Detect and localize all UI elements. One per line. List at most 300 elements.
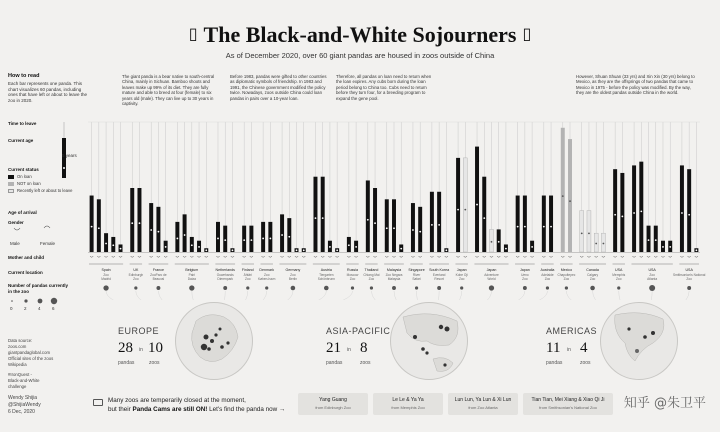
gender-mark: [595, 256, 598, 257]
note-4: However, Shuan Shuan (33 yrs) and Xin Xin (30 yrs) belong to Mexico, as they are the offsprings of two pandas that came to Mexico in 1975 - before the policy was modified. By the way, they are the oldest pandas outside China in the world.: [576, 74, 695, 96]
panda-bar: [366, 180, 370, 252]
gender-mark: [150, 256, 153, 257]
panda-bar: [482, 177, 486, 252]
location-country: France: [152, 268, 165, 272]
panda-cam-edinburgh[interactable]: [298, 393, 368, 415]
location-zoo: Schönbrunn: [317, 277, 335, 281]
gender-mark: [568, 256, 571, 257]
gender-mark: [632, 256, 635, 257]
panda-bar: [149, 203, 153, 252]
gender-mark: [669, 256, 672, 257]
panda-cam-memphis[interactable]: [373, 393, 443, 415]
arrival-dot: [348, 244, 350, 246]
title-text: The Black-and-White Sojourners: [203, 22, 517, 47]
map-americas: [601, 303, 678, 380]
gender-mark: [688, 256, 691, 257]
subtitle: As of December 2020, over 60 giant pandas are housed in zoos outside of China: [225, 51, 495, 60]
panda-bar: [411, 203, 415, 252]
arrival-dot: [695, 249, 697, 251]
gender-mark: [490, 256, 493, 257]
source-line-3: Official sites of the zoos: [8, 356, 54, 361]
globe-americas: [600, 302, 678, 380]
region-connector: [214, 291, 326, 300]
map-europe: [176, 303, 253, 380]
gender-mark: [621, 256, 624, 257]
panda-bar: [321, 177, 325, 252]
arrival-dot: [681, 212, 683, 214]
count-dot: [351, 286, 354, 289]
location-zoo: Ouwehands: [216, 273, 234, 277]
label-female: Female: [40, 241, 56, 246]
arrival-dot: [412, 229, 414, 231]
gender-mark: [280, 256, 283, 257]
arrival-dot: [464, 209, 466, 211]
gender-mark: [430, 256, 433, 257]
arrival-dot: [184, 234, 186, 236]
arrival-dot: [603, 243, 605, 245]
location-country: Canada: [586, 268, 599, 272]
arrival-dot: [98, 227, 100, 229]
location-zoo: Zoo: [522, 277, 528, 281]
arrival-dot: [315, 217, 317, 219]
arrival-dot: [262, 238, 264, 240]
region-asia-pandas: 21: [326, 340, 341, 356]
panda-bar: [654, 226, 658, 252]
location-country: Japan: [519, 268, 530, 272]
count-dot: [156, 286, 160, 290]
location-country: Netherlands: [215, 268, 235, 272]
panda-bar: [587, 211, 591, 252]
arrival-dot: [457, 209, 459, 211]
panda-bar: [561, 128, 565, 252]
panda-bar: [287, 218, 291, 252]
gender-mark: [197, 256, 200, 257]
region-connector: [619, 291, 639, 300]
panda-bar: [430, 192, 434, 252]
region-connector: [566, 291, 639, 300]
arrival-dot: [355, 246, 357, 248]
panda-bar: [183, 214, 187, 252]
arrival-dot: [224, 239, 226, 241]
gender-mark: [262, 256, 265, 257]
location-country: South Korea: [429, 268, 450, 272]
location-zoo: World: [487, 277, 496, 281]
tag-line-1: #IronQuest -: [8, 372, 32, 377]
location-zoo: Madrid: [101, 277, 111, 281]
arrival-dot: [648, 239, 650, 241]
panda-bar: [516, 196, 520, 252]
count-dot: [392, 286, 396, 290]
cam-from: from Zoo Atlanta: [468, 405, 498, 410]
arrival-dot: [198, 246, 200, 248]
region-europe-pandas-unit: pandas: [118, 360, 135, 366]
author-name: Wendy Shijia: [8, 395, 38, 401]
location-zoo: Zoo: [263, 273, 270, 277]
legend-not-on-loan-text: NOT on loan: [17, 181, 41, 186]
panda-bar: [373, 188, 377, 252]
location-zoo: Calgary: [587, 273, 599, 277]
region-connector: [429, 291, 547, 300]
panda-bar: [613, 169, 617, 252]
location-zoo: Zoo: [458, 277, 465, 281]
location-country: Austria: [320, 268, 332, 272]
note-2: Before 1983, pandas were gifted to other countries as diplomatic symbols of friendship. In 1983 and 1991, the Chinese government modified the policy twice. Nowadays, zoos outside China could loan pandas in pairs over a 10-year loan.: [230, 74, 327, 101]
location-zoo: Zoo: [349, 277, 356, 281]
location-zoo: Berlin: [288, 277, 297, 281]
gender-mark: [523, 256, 526, 257]
location-zoo: Adventure: [484, 273, 499, 277]
region-connector: [214, 291, 352, 300]
location-country: UK: [133, 268, 139, 272]
gender-mark: [419, 256, 422, 257]
count-dot: [523, 286, 527, 290]
location-country: Germany: [285, 268, 301, 272]
panda-bar: [216, 222, 220, 252]
arrival-dot: [105, 243, 107, 245]
how-to-read-body: Each bar represents one panda. This chart visualizes 60 pandas, including ones that have left or about to leave the zoo in 2020.: [8, 81, 88, 103]
location-zoo: Kobe Oji: [455, 273, 468, 277]
location-zoo: Zoo: [133, 277, 139, 281]
panda-bar: [639, 162, 643, 252]
location-country: Russia: [346, 268, 358, 272]
gender-mark: [336, 256, 339, 257]
panda-bar: [497, 229, 501, 252]
panda-bar: [392, 199, 396, 252]
location-country: Australia: [540, 268, 555, 272]
location-zoo: Dierenpark: [217, 277, 234, 281]
gender-mark: [695, 256, 698, 257]
count-dot: [687, 286, 691, 290]
count-dot: [291, 286, 296, 291]
label-current-status: Current status: [8, 167, 39, 172]
how-to-read-heading: How to read: [8, 73, 40, 79]
location-zoo: Atlanta: [647, 277, 658, 281]
panda-bar: [549, 196, 553, 252]
gender-mark: [97, 256, 100, 257]
gender-mark: [302, 256, 305, 257]
arrival-dot: [517, 226, 519, 228]
count-dot: [324, 286, 329, 291]
source-line-1: zoos.com: [8, 344, 27, 349]
location-zoo: Daiza: [187, 277, 196, 281]
panda-cam-smithsonian[interactable]: [523, 393, 613, 415]
gender-mark: [438, 256, 441, 257]
arrival-dot: [581, 232, 583, 234]
arrival-dot: [205, 249, 207, 251]
gender-mark: [354, 256, 357, 257]
gender-mark: [347, 256, 350, 257]
region-europe-zoos: 10: [148, 340, 163, 356]
region-americas-zoos-unit: zoos: [580, 360, 591, 366]
location-zoo: Zoo: [368, 277, 375, 281]
arrival-dot: [588, 232, 590, 234]
source-line-4: Wikipedia: [8, 362, 27, 367]
count-dot: [489, 285, 494, 290]
map-asia: [391, 303, 468, 380]
arrival-dot: [445, 249, 447, 251]
panda-bar: [104, 233, 108, 252]
location-country: Mexico: [560, 268, 573, 272]
region-connector: [429, 291, 439, 300]
label-mother-child: Mother and child: [8, 255, 44, 260]
location-zoo: Zoo: [615, 277, 622, 281]
location-zoo: Zoo: [686, 277, 692, 281]
gender-mark: [580, 256, 583, 257]
arrival-dot: [322, 217, 324, 219]
gender-mark: [176, 256, 179, 257]
gender-mark: [647, 256, 650, 257]
gender-mark: [164, 256, 167, 257]
region-connector: [417, 291, 429, 300]
count-tick-4: 4: [38, 306, 41, 311]
arrival-dot: [329, 246, 331, 248]
location-zoo: Ueno: [521, 273, 529, 277]
region-connector: [371, 291, 429, 300]
gender-mark: [614, 256, 617, 257]
region-connector: [593, 291, 639, 300]
cam-from: from Smithsonian's National Zoo: [539, 405, 597, 410]
cam-from: from Edinburgh Zoo: [315, 405, 351, 410]
gender-mark: [531, 256, 534, 257]
arrival-dot: [431, 224, 433, 226]
arrival-dot: [569, 200, 571, 202]
region-connector: [214, 291, 293, 300]
gender-mark: [243, 256, 246, 257]
location-zoo: Safari: [412, 277, 421, 281]
region-americas-zoos: 4: [580, 340, 588, 356]
arrival-dot: [296, 249, 298, 251]
panda-bar: [261, 222, 265, 252]
region-americas-name: AMERICAS: [546, 326, 598, 336]
region-europe-name: EUROPE: [118, 326, 160, 336]
gender-mark: [385, 256, 388, 257]
source-line-2: giantpandaglobal.com: [8, 350, 51, 355]
panda-bar: [90, 196, 94, 252]
cam-name: Yang Guang: [319, 397, 347, 403]
arrival-dot: [562, 195, 564, 197]
arrival-dot: [250, 239, 252, 241]
gender-mark: [366, 256, 369, 257]
count-dot: [370, 286, 373, 289]
arrival-dot: [614, 214, 616, 216]
location-zoo: Beauval: [152, 277, 165, 281]
count-dot: [189, 285, 194, 290]
region-connector: [429, 291, 525, 300]
region-connector: [158, 291, 214, 300]
location-country: Belgium: [185, 268, 199, 272]
gender-mark: [90, 256, 93, 257]
location-zoo: Edinburgh: [128, 273, 144, 277]
arrival-dot: [374, 222, 376, 224]
arrival-dot: [336, 249, 338, 251]
gender-mark: [549, 256, 552, 257]
arrival-dot: [524, 226, 526, 228]
gender-mark: [314, 256, 317, 257]
arrival-dot: [139, 222, 141, 224]
gender-mark: [183, 256, 186, 257]
panda-bar: [249, 226, 253, 252]
panda-bar: [418, 207, 422, 252]
arrival-dot: [120, 248, 122, 250]
panda-cam-atlanta[interactable]: [448, 393, 518, 415]
location-zoo: Malaysia: [387, 277, 401, 281]
region-asia-zoos-unit: zoos: [360, 360, 371, 366]
gender-mark: [661, 256, 664, 257]
label-count: Number of pandas currently in the zoo: [8, 283, 69, 294]
gender-mark: [269, 256, 272, 257]
count-dot: [415, 286, 418, 289]
panda-bar: [313, 177, 317, 252]
gender-mark: [464, 256, 467, 257]
panda-left-icon: ▯: [188, 26, 198, 43]
gender-mark: [504, 256, 507, 257]
region-connector: [639, 291, 689, 300]
arrival-dot: [662, 246, 664, 248]
footer-line-2-post: Let's find the panda now →: [207, 405, 286, 413]
panda-bar: [542, 196, 546, 252]
panda-bar: [175, 222, 179, 252]
gender-mark: [654, 256, 657, 257]
gender-mark: [516, 256, 519, 257]
location-country: USA: [685, 268, 693, 272]
cam-from: from Memphis Zoo: [391, 405, 425, 410]
footer-line-2: [108, 406, 285, 415]
region-asia-pandas-unit: pandas: [326, 360, 343, 366]
gender-mark: [138, 256, 141, 257]
region-connector: [106, 291, 214, 300]
region-americas-in: in: [567, 347, 571, 353]
arrival-dot: [393, 227, 395, 229]
panda-bar: [601, 233, 605, 252]
location-zoo: River: [412, 273, 421, 277]
arrival-dot: [191, 244, 193, 246]
globe-asia: [390, 302, 468, 380]
gender-mark: [587, 256, 590, 257]
panda-bar: [156, 207, 160, 252]
arrival-dot: [669, 246, 671, 248]
region-americas-pandas-unit: pandas: [546, 360, 563, 366]
arrival-dot: [621, 216, 623, 218]
arrival-dot: [281, 234, 283, 236]
location-country: Denmark: [259, 268, 275, 272]
location-zoo: Zoo: [589, 277, 596, 281]
cam-name: Lun Lun, Ya Lun & Xi Lun: [454, 397, 512, 403]
arrival-dot: [269, 238, 271, 240]
gender-mark: [321, 256, 324, 257]
panda-bar: [489, 229, 493, 252]
arrival-dot: [476, 204, 478, 206]
label-age-of-arrival: Age of arrival: [8, 210, 37, 215]
count-dot: [134, 286, 137, 289]
location-zoo: Zoo: [649, 273, 655, 277]
location-zoo: Resort: [434, 277, 444, 281]
label-male: Male: [10, 241, 20, 246]
panda-bar: [97, 199, 101, 252]
location-country: Singapore: [408, 268, 425, 272]
arrival-dot: [505, 248, 507, 250]
label-time-to-leave: Time to leave: [8, 121, 37, 126]
arrival-dot: [655, 239, 657, 241]
gender-mark: [680, 256, 683, 257]
count-dot: [590, 286, 595, 291]
gender-mark: [112, 256, 115, 257]
panda-bar: [268, 222, 272, 252]
author-date: 6 Dec, 2020: [8, 409, 35, 415]
location-country: USA: [648, 268, 656, 272]
gender-mark: [288, 256, 291, 257]
region-connector: [429, 291, 462, 300]
globe-europe: [175, 302, 253, 380]
count-dot: [565, 286, 568, 289]
gender-mark: [483, 256, 486, 257]
arrival-dot: [232, 249, 234, 251]
panda-bar: [137, 188, 141, 252]
author-handle: @ShijiaWendy: [8, 402, 41, 408]
location-zoo: Everland: [432, 273, 446, 277]
location-country: Thailand: [364, 268, 379, 272]
arrival-dot: [288, 236, 290, 238]
gender-mark: [456, 256, 459, 257]
region-asia-zoos: 8: [360, 340, 368, 356]
gender-mark: [497, 256, 500, 257]
arrival-dot: [176, 238, 178, 240]
arrival-dot: [595, 243, 597, 245]
gender-mark: [328, 256, 331, 257]
location-zoo: Memphis: [612, 273, 626, 277]
count-dot: [617, 286, 620, 289]
location-zoo: Zoo: [544, 277, 551, 281]
region-europe-zoos-unit: zoos: [149, 360, 160, 366]
location-zoo: Køben-havn: [258, 277, 276, 281]
panda-bar: [463, 158, 467, 252]
region-europe-in: in: [139, 347, 143, 353]
region-connector: [136, 291, 214, 300]
location-zoo: Chapultepec: [557, 273, 576, 277]
arrival-dot: [633, 212, 635, 214]
count-dot: [546, 286, 549, 289]
arrival-dot: [217, 238, 219, 240]
panda-bar: [523, 196, 527, 252]
location-zoo: Zoo: [245, 277, 251, 281]
panda-bar: [437, 192, 441, 252]
tag-line-3: challenge: [8, 384, 27, 389]
gender-mark: [373, 256, 376, 257]
panda-bar: [568, 139, 572, 252]
gender-mark: [231, 256, 234, 257]
region-europe-pandas: 28: [118, 340, 133, 356]
region-connector: [214, 291, 267, 300]
location-zoo: Adelaide: [541, 273, 554, 277]
count-dot: [223, 286, 227, 290]
count-dot: [460, 286, 463, 289]
location-country: Japan: [456, 268, 467, 272]
label-current-age: Current age: [8, 138, 34, 143]
count-dot: [103, 285, 108, 290]
arrival-dot: [131, 222, 133, 224]
arrival-dot: [688, 214, 690, 216]
footer-line-2-pre: but their: [108, 405, 133, 413]
gender-mark: [104, 256, 107, 257]
location-zoo: Ähtäri: [243, 273, 252, 277]
legend-count-dot: [11, 300, 13, 302]
gender-mark: [224, 256, 227, 257]
panda-bar: [620, 173, 624, 252]
watermark: 知乎 @朱卫平: [623, 396, 706, 411]
gender-mark: [475, 256, 478, 257]
arrival-dot: [91, 226, 93, 228]
gender-mark: [561, 256, 564, 257]
region-connector: [214, 291, 248, 300]
